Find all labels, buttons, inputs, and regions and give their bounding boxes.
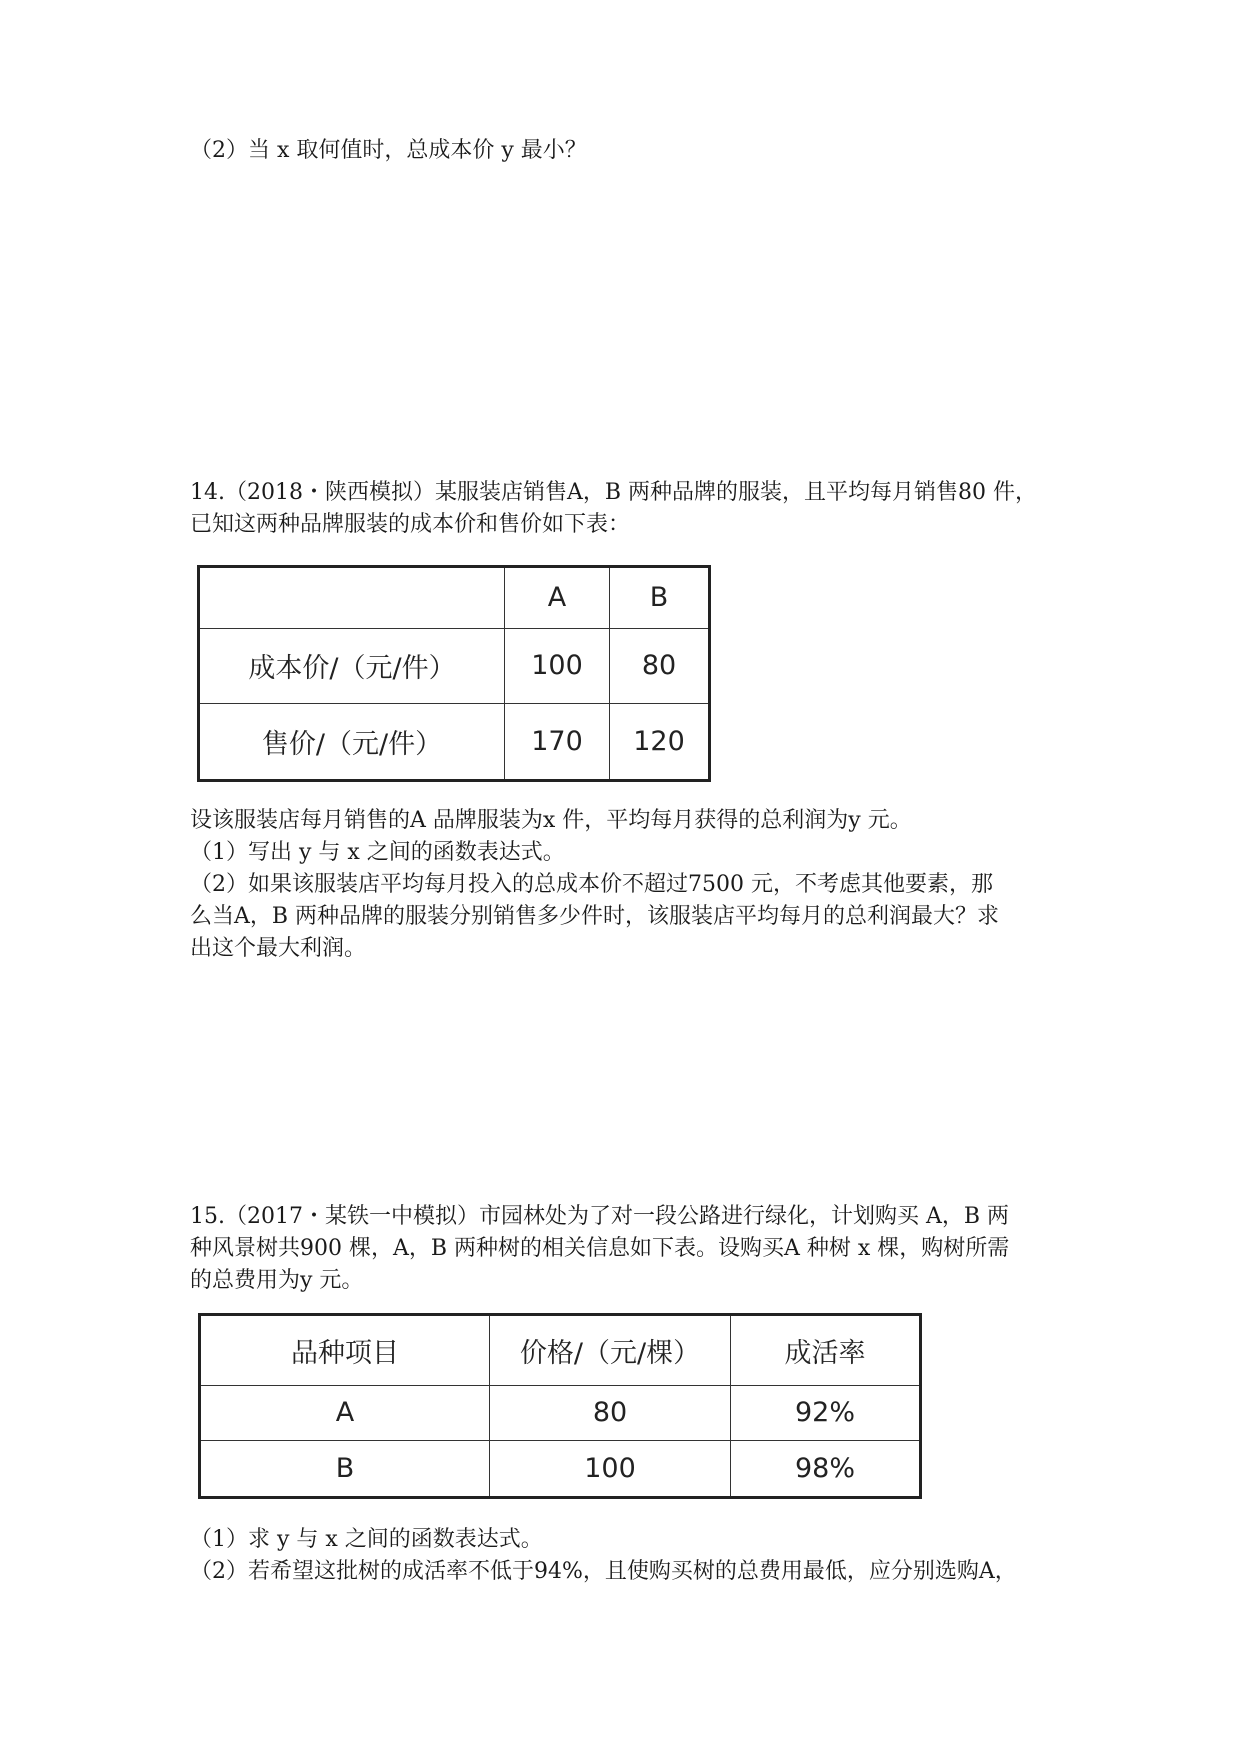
- table-cell: 成活率: [731, 1315, 921, 1386]
- table-cell: A: [200, 1385, 490, 1440]
- table-cell: 价格/（元/棵）: [490, 1315, 731, 1386]
- table-cell: [199, 567, 505, 629]
- table-row: [200, 1441, 921, 1498]
- q14-line2: 已知这两种品牌服装的成本价和售价如下表：: [190, 512, 631, 537]
- table-cell: 100: [490, 1441, 731, 1498]
- q14-table: [197, 565, 711, 782]
- q15-after2: （2）若希望这批树的成活率不低于94%，且使购买树的总费用最低，应分别选购A，: [190, 1559, 1017, 1584]
- q15-line2: 种风景树共900 棵，A，B 两种树的相关信息如下表。设购买A 种树 x 棵，购树所需: [190, 1236, 1010, 1261]
- q14-after1: 设该服装店每月销售的A 品牌服装为x 件，平均每月获得的总利润为y 元。: [190, 808, 912, 833]
- table-cell: 80: [610, 628, 710, 703]
- table-cell: B: [610, 567, 710, 629]
- table-cell: 品种项目: [200, 1315, 490, 1386]
- table-cell: 170: [505, 704, 610, 781]
- table-cell: 售价/（元/件）: [199, 704, 505, 781]
- table-cell: 92%: [731, 1385, 921, 1440]
- table-row: [199, 628, 710, 703]
- table-cell: 120: [610, 704, 710, 781]
- q15-after1: （1）求 y 与 x 之间的函数表达式。: [190, 1527, 543, 1552]
- table-header-row: [199, 567, 710, 629]
- table-cell: A: [505, 567, 610, 629]
- q14-after4: 么当A，B 两种品牌的服装分别销售多少件时，该服装店平均每月的总利润最大？求: [190, 904, 1000, 929]
- q15-table: [198, 1313, 922, 1499]
- q14-after2: （1）写出 y 与 x 之间的函数表达式。: [190, 840, 565, 865]
- table-row: [199, 704, 710, 781]
- table-row: [200, 1385, 921, 1440]
- q15-line1: 15.（2017・某铁一中模拟）市园林处为了对一段公路进行绿化，计划购买 A，B 两: [190, 1204, 1010, 1229]
- table-cell: 80: [490, 1385, 731, 1440]
- q15-line3: 的总费用为y 元。: [190, 1268, 364, 1293]
- q14-after5: 出这个最大利润。: [190, 936, 367, 961]
- q14-after3: （2）如果该服装店平均每月投入的总成本价不超过7500 元，不考虑其他要素，那: [190, 872, 993, 897]
- q14-line1: 14.（2018・陕西模拟）某服装店销售A，B 两种品牌的服装，且平均每月销售80 件，: [190, 480, 1038, 505]
- table-cell: B: [200, 1441, 490, 1498]
- table-header-row: [200, 1315, 921, 1386]
- table-cell: 100: [505, 628, 610, 703]
- table-cell: 98%: [731, 1441, 921, 1498]
- table-cell: 成本价/（元/件）: [199, 628, 505, 703]
- q13-part2: （2）当 x 取何值时，总成本价 y 最小？: [190, 138, 587, 163]
